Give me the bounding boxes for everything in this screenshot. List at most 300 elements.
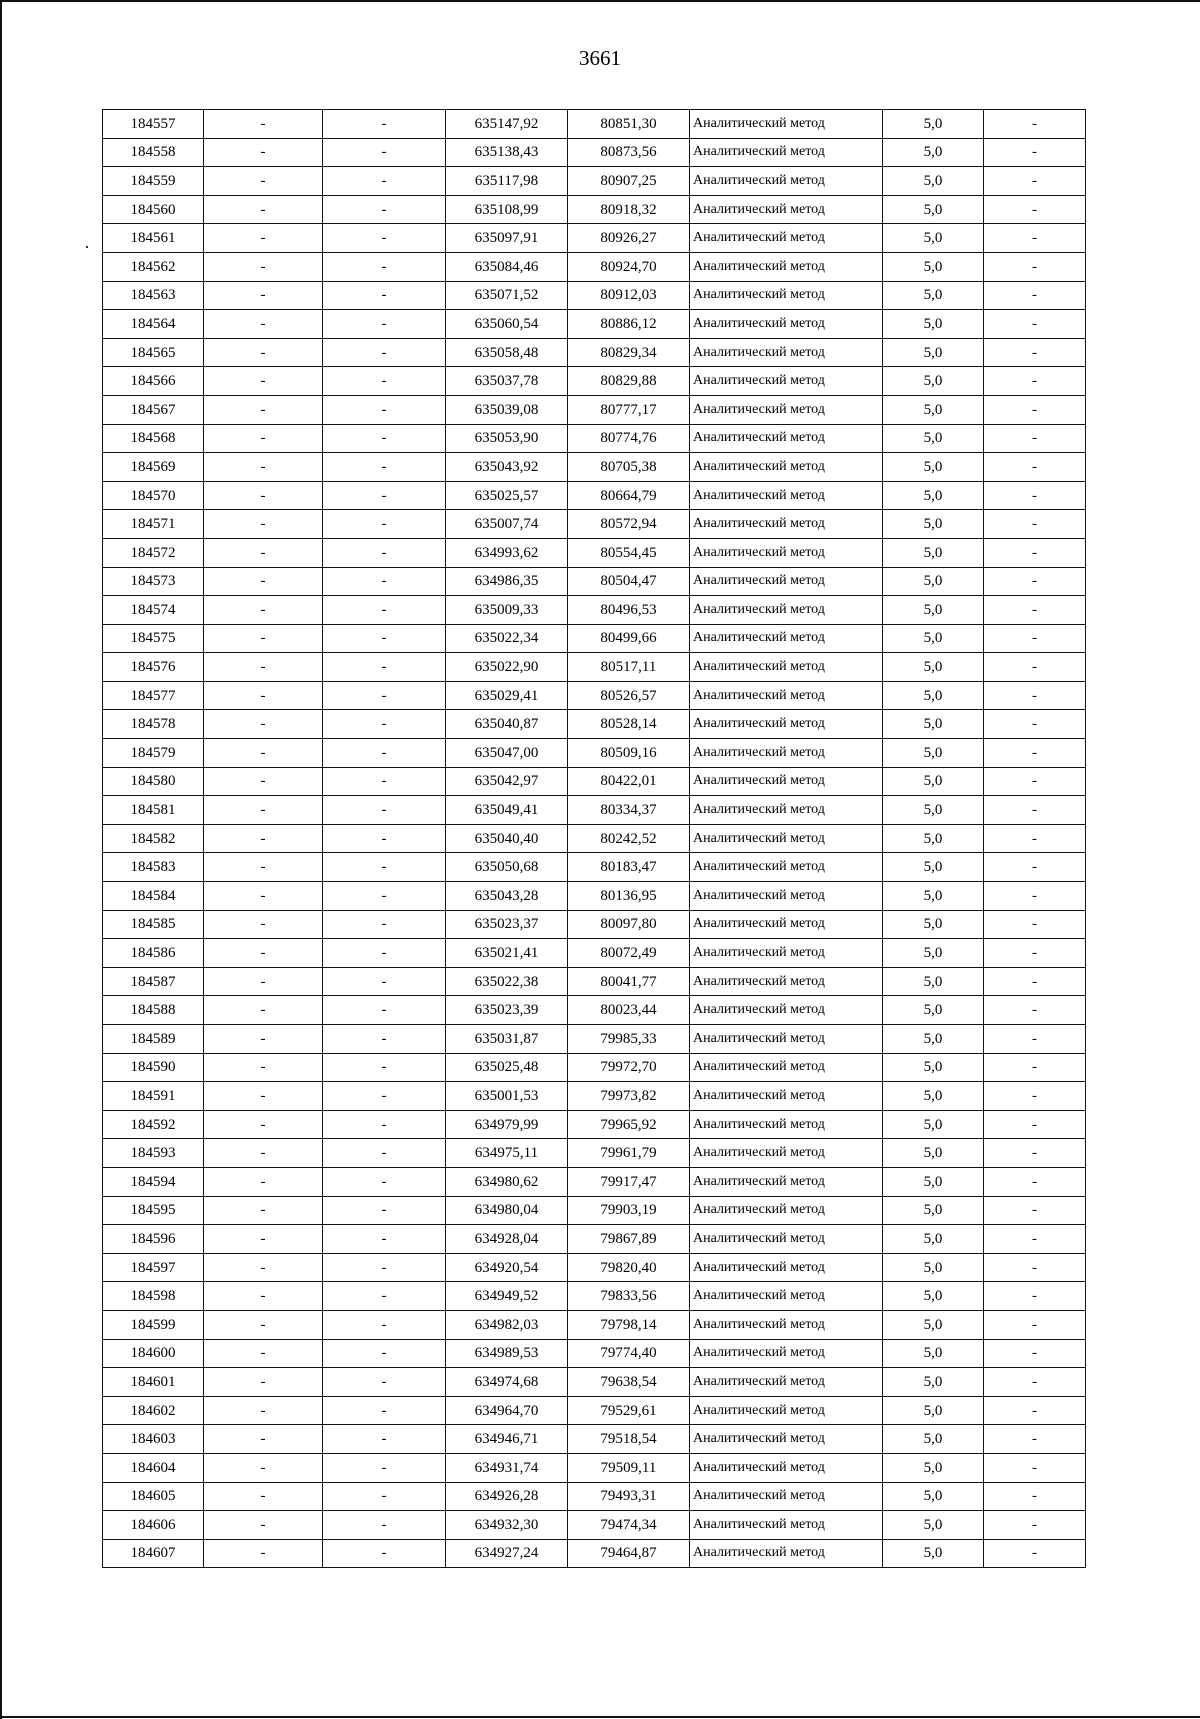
table-row: [103, 1053, 1086, 1082]
x-coordinate-cell: 635042,97: [446, 767, 568, 796]
empty-dash-cell: -: [323, 1310, 446, 1339]
x-coordinate-cell: 635025,48: [446, 1053, 568, 1082]
x-coordinate-cell: 635001,53: [446, 1082, 568, 1111]
empty-dash-cell: -: [984, 1425, 1086, 1454]
point-id-cell: 184607: [103, 1539, 204, 1568]
empty-dash-cell: -: [984, 824, 1086, 853]
method-cell: Аналитический метод: [690, 453, 883, 482]
point-id-cell: 184597: [103, 1253, 204, 1282]
method-cell: Аналитический метод: [690, 681, 883, 710]
empty-dash-cell: -: [984, 453, 1086, 482]
point-id-cell: 184603: [103, 1425, 204, 1454]
empty-dash-cell: -: [323, 1396, 446, 1425]
x-coordinate-cell: 635108,99: [446, 195, 568, 224]
y-coordinate-cell: 79820,40: [568, 1253, 690, 1282]
accuracy-cell: 5,0: [883, 1082, 984, 1111]
point-id-cell: 184563: [103, 281, 204, 310]
x-coordinate-cell: 634927,24: [446, 1539, 568, 1568]
point-id-cell: 184572: [103, 538, 204, 567]
empty-dash-cell: -: [204, 739, 323, 768]
method-cell: Аналитический метод: [690, 1482, 883, 1511]
empty-dash-cell: -: [984, 1167, 1086, 1196]
method-cell: Аналитический метод: [690, 1368, 883, 1397]
empty-dash-cell: -: [984, 481, 1086, 510]
y-coordinate-cell: 79518,54: [568, 1425, 690, 1454]
empty-dash-cell: -: [204, 1253, 323, 1282]
x-coordinate-cell: 635022,34: [446, 624, 568, 653]
point-id-cell: 184598: [103, 1282, 204, 1311]
y-coordinate-cell: 80829,88: [568, 367, 690, 396]
table-row: [103, 1396, 1086, 1425]
empty-dash-cell: -: [984, 567, 1086, 596]
table-row: [103, 224, 1086, 253]
scan-speck: [86, 246, 88, 248]
empty-dash-cell: -: [984, 996, 1086, 1025]
x-coordinate-cell: 635049,41: [446, 796, 568, 825]
y-coordinate-cell: 79798,14: [568, 1310, 690, 1339]
x-coordinate-cell: 635022,38: [446, 967, 568, 996]
empty-dash-cell: -: [204, 767, 323, 796]
empty-dash-cell: -: [323, 1225, 446, 1254]
empty-dash-cell: -: [204, 110, 323, 139]
accuracy-cell: 5,0: [883, 1453, 984, 1482]
method-cell: Аналитический метод: [690, 910, 883, 939]
accuracy-cell: 5,0: [883, 481, 984, 510]
empty-dash-cell: -: [204, 1339, 323, 1368]
point-id-cell: 184568: [103, 424, 204, 453]
table-row: [103, 1539, 1086, 1568]
empty-dash-cell: -: [204, 967, 323, 996]
accuracy-cell: 5,0: [883, 1225, 984, 1254]
y-coordinate-cell: 79493,31: [568, 1482, 690, 1511]
x-coordinate-cell: 635039,08: [446, 395, 568, 424]
accuracy-cell: 5,0: [883, 1396, 984, 1425]
scan-border-top: [0, 0, 1200, 2]
y-coordinate-cell: 79961,79: [568, 1139, 690, 1168]
y-coordinate-cell: 80705,38: [568, 453, 690, 482]
accuracy-cell: 5,0: [883, 1025, 984, 1054]
y-coordinate-cell: 80504,47: [568, 567, 690, 596]
accuracy-cell: 5,0: [883, 1511, 984, 1540]
method-cell: Аналитический метод: [690, 481, 883, 510]
method-cell: Аналитический метод: [690, 1082, 883, 1111]
method-cell: Аналитический метод: [690, 1225, 883, 1254]
point-id-cell: 184604: [103, 1453, 204, 1482]
empty-dash-cell: -: [984, 510, 1086, 539]
empty-dash-cell: -: [204, 910, 323, 939]
x-coordinate-cell: 635050,68: [446, 853, 568, 882]
empty-dash-cell: -: [984, 681, 1086, 710]
table-row: [103, 138, 1086, 167]
x-coordinate-cell: 634928,04: [446, 1225, 568, 1254]
accuracy-cell: 5,0: [883, 424, 984, 453]
accuracy-cell: 5,0: [883, 853, 984, 882]
empty-dash-cell: -: [323, 1339, 446, 1368]
point-id-cell: 184586: [103, 939, 204, 968]
empty-dash-cell: -: [323, 796, 446, 825]
x-coordinate-cell: 635037,78: [446, 367, 568, 396]
point-id-cell: 184590: [103, 1053, 204, 1082]
method-cell: Аналитический метод: [690, 310, 883, 339]
y-coordinate-cell: 80926,27: [568, 224, 690, 253]
empty-dash-cell: -: [204, 596, 323, 625]
method-cell: Аналитический метод: [690, 1253, 883, 1282]
table-row: [103, 824, 1086, 853]
y-coordinate-cell: 79833,56: [568, 1282, 690, 1311]
y-coordinate-cell: 80041,77: [568, 967, 690, 996]
empty-dash-cell: -: [984, 538, 1086, 567]
empty-dash-cell: -: [204, 1025, 323, 1054]
y-coordinate-cell: 80554,45: [568, 538, 690, 567]
table-row: [103, 596, 1086, 625]
point-id-cell: 184596: [103, 1225, 204, 1254]
table-row: [103, 710, 1086, 739]
accuracy-cell: 5,0: [883, 1167, 984, 1196]
empty-dash-cell: -: [204, 310, 323, 339]
table-row: [103, 252, 1086, 281]
accuracy-cell: 5,0: [883, 252, 984, 281]
method-cell: Аналитический метод: [690, 653, 883, 682]
accuracy-cell: 5,0: [883, 710, 984, 739]
table-row: [103, 1511, 1086, 1540]
empty-dash-cell: -: [984, 853, 1086, 882]
method-cell: Аналитический метод: [690, 1139, 883, 1168]
point-id-cell: 184571: [103, 510, 204, 539]
method-cell: Аналитический метод: [690, 1053, 883, 1082]
table-row: [103, 996, 1086, 1025]
empty-dash-cell: -: [204, 1453, 323, 1482]
empty-dash-cell: -: [323, 310, 446, 339]
x-coordinate-cell: 634931,74: [446, 1453, 568, 1482]
empty-dash-cell: -: [204, 281, 323, 310]
point-id-cell: 184570: [103, 481, 204, 510]
empty-dash-cell: -: [204, 939, 323, 968]
empty-dash-cell: -: [323, 453, 446, 482]
method-cell: Аналитический метод: [690, 853, 883, 882]
table-row: [103, 653, 1086, 682]
point-id-cell: 184595: [103, 1196, 204, 1225]
x-coordinate-cell: 635043,92: [446, 453, 568, 482]
empty-dash-cell: -: [204, 510, 323, 539]
accuracy-cell: 5,0: [883, 510, 984, 539]
accuracy-cell: 5,0: [883, 1282, 984, 1311]
table-row: [103, 281, 1086, 310]
empty-dash-cell: -: [984, 138, 1086, 167]
accuracy-cell: 5,0: [883, 453, 984, 482]
empty-dash-cell: -: [204, 681, 323, 710]
accuracy-cell: 5,0: [883, 1310, 984, 1339]
empty-dash-cell: -: [323, 1368, 446, 1397]
y-coordinate-cell: 79972,70: [568, 1053, 690, 1082]
table-row: [103, 167, 1086, 196]
table-row: [103, 367, 1086, 396]
point-id-cell: 184558: [103, 138, 204, 167]
x-coordinate-cell: 635040,40: [446, 824, 568, 853]
point-id-cell: 184600: [103, 1339, 204, 1368]
accuracy-cell: 5,0: [883, 138, 984, 167]
x-coordinate-cell: 635060,54: [446, 310, 568, 339]
table-row: [103, 882, 1086, 911]
x-coordinate-cell: 634979,99: [446, 1110, 568, 1139]
accuracy-cell: 5,0: [883, 1368, 984, 1397]
y-coordinate-cell: 79638,54: [568, 1368, 690, 1397]
empty-dash-cell: -: [204, 1310, 323, 1339]
point-id-cell: 184560: [103, 195, 204, 224]
table-row: [103, 1225, 1086, 1254]
x-coordinate-cell: 635029,41: [446, 681, 568, 710]
scan-border-left: [0, 0, 2, 1719]
method-cell: Аналитический метод: [690, 1025, 883, 1054]
method-cell: Аналитический метод: [690, 1425, 883, 1454]
empty-dash-cell: -: [984, 224, 1086, 253]
empty-dash-cell: -: [323, 1282, 446, 1311]
method-cell: Аналитический метод: [690, 538, 883, 567]
accuracy-cell: 5,0: [883, 796, 984, 825]
x-coordinate-cell: 634982,03: [446, 1310, 568, 1339]
empty-dash-cell: -: [323, 824, 446, 853]
x-coordinate-cell: 635007,74: [446, 510, 568, 539]
empty-dash-cell: -: [323, 939, 446, 968]
empty-dash-cell: -: [204, 338, 323, 367]
point-id-cell: 184567: [103, 395, 204, 424]
empty-dash-cell: -: [204, 1425, 323, 1454]
x-coordinate-cell: 634975,11: [446, 1139, 568, 1168]
table-row: [103, 1482, 1086, 1511]
point-id-cell: 184582: [103, 824, 204, 853]
table-row: [103, 538, 1086, 567]
table-row: [103, 1025, 1086, 1054]
empty-dash-cell: -: [204, 195, 323, 224]
point-id-cell: 184592: [103, 1110, 204, 1139]
accuracy-cell: 5,0: [883, 1196, 984, 1225]
y-coordinate-cell: 80242,52: [568, 824, 690, 853]
empty-dash-cell: -: [984, 967, 1086, 996]
x-coordinate-cell: 635023,39: [446, 996, 568, 1025]
method-cell: Аналитический метод: [690, 824, 883, 853]
x-coordinate-cell: 635117,98: [446, 167, 568, 196]
empty-dash-cell: -: [984, 310, 1086, 339]
method-cell: Аналитический метод: [690, 1167, 883, 1196]
empty-dash-cell: -: [204, 138, 323, 167]
accuracy-cell: 5,0: [883, 681, 984, 710]
accuracy-cell: 5,0: [883, 824, 984, 853]
y-coordinate-cell: 80572,94: [568, 510, 690, 539]
method-cell: Аналитический метод: [690, 739, 883, 768]
empty-dash-cell: -: [323, 395, 446, 424]
table-row: [103, 338, 1086, 367]
point-id-cell: 184573: [103, 567, 204, 596]
point-id-cell: 184576: [103, 653, 204, 682]
y-coordinate-cell: 80873,56: [568, 138, 690, 167]
accuracy-cell: 5,0: [883, 1139, 984, 1168]
empty-dash-cell: -: [984, 653, 1086, 682]
x-coordinate-cell: 635023,37: [446, 910, 568, 939]
empty-dash-cell: -: [984, 1368, 1086, 1397]
method-cell: Аналитический метод: [690, 167, 883, 196]
empty-dash-cell: -: [984, 395, 1086, 424]
empty-dash-cell: -: [323, 1482, 446, 1511]
empty-dash-cell: -: [323, 1196, 446, 1225]
y-coordinate-cell: 80422,01: [568, 767, 690, 796]
empty-dash-cell: -: [204, 1368, 323, 1397]
empty-dash-cell: -: [204, 1082, 323, 1111]
empty-dash-cell: -: [204, 853, 323, 882]
scan-border-bottom: [0, 1716, 1200, 1718]
empty-dash-cell: -: [204, 224, 323, 253]
table-row: [103, 767, 1086, 796]
empty-dash-cell: -: [323, 1453, 446, 1482]
point-id-cell: 184605: [103, 1482, 204, 1511]
method-cell: Аналитический метод: [690, 882, 883, 911]
y-coordinate-cell: 79509,11: [568, 1453, 690, 1482]
table-row: [103, 1167, 1086, 1196]
method-cell: Аналитический метод: [690, 224, 883, 253]
empty-dash-cell: -: [204, 996, 323, 1025]
empty-dash-cell: -: [323, 739, 446, 768]
y-coordinate-cell: 79917,47: [568, 1167, 690, 1196]
empty-dash-cell: -: [984, 1225, 1086, 1254]
x-coordinate-cell: 635040,87: [446, 710, 568, 739]
point-id-cell: 184593: [103, 1139, 204, 1168]
x-coordinate-cell: 634980,04: [446, 1196, 568, 1225]
table-row: [103, 796, 1086, 825]
method-cell: Аналитический метод: [690, 252, 883, 281]
table-row: [103, 567, 1086, 596]
empty-dash-cell: -: [984, 882, 1086, 911]
accuracy-cell: 5,0: [883, 195, 984, 224]
method-cell: Аналитический метод: [690, 967, 883, 996]
y-coordinate-cell: 80499,66: [568, 624, 690, 653]
empty-dash-cell: -: [323, 252, 446, 281]
method-cell: Аналитический метод: [690, 1453, 883, 1482]
method-cell: Аналитический метод: [690, 424, 883, 453]
empty-dash-cell: -: [984, 367, 1086, 396]
empty-dash-cell: -: [984, 596, 1086, 625]
empty-dash-cell: -: [984, 1082, 1086, 1111]
method-cell: Аналитический метод: [690, 939, 883, 968]
empty-dash-cell: -: [323, 338, 446, 367]
y-coordinate-cell: 80136,95: [568, 882, 690, 911]
empty-dash-cell: -: [204, 1396, 323, 1425]
empty-dash-cell: -: [204, 653, 323, 682]
accuracy-cell: 5,0: [883, 767, 984, 796]
x-coordinate-cell: 635071,52: [446, 281, 568, 310]
accuracy-cell: 5,0: [883, 395, 984, 424]
point-id-cell: 184599: [103, 1310, 204, 1339]
empty-dash-cell: -: [984, 624, 1086, 653]
empty-dash-cell: -: [323, 1082, 446, 1111]
y-coordinate-cell: 80918,32: [568, 195, 690, 224]
accuracy-cell: 5,0: [883, 996, 984, 1025]
table-row: [103, 1196, 1086, 1225]
accuracy-cell: 5,0: [883, 1339, 984, 1368]
point-id-cell: 184574: [103, 596, 204, 625]
table-row: [103, 624, 1086, 653]
table-row: [103, 195, 1086, 224]
method-cell: Аналитический метод: [690, 367, 883, 396]
y-coordinate-cell: 79903,19: [568, 1196, 690, 1225]
x-coordinate-cell: 635043,28: [446, 882, 568, 911]
x-coordinate-cell: 635031,87: [446, 1025, 568, 1054]
empty-dash-cell: -: [984, 1539, 1086, 1568]
empty-dash-cell: -: [984, 1453, 1086, 1482]
empty-dash-cell: -: [984, 939, 1086, 968]
point-id-cell: 184575: [103, 624, 204, 653]
empty-dash-cell: -: [204, 796, 323, 825]
point-id-cell: 184606: [103, 1511, 204, 1540]
empty-dash-cell: -: [323, 1139, 446, 1168]
accuracy-cell: 5,0: [883, 653, 984, 682]
y-coordinate-cell: 80496,53: [568, 596, 690, 625]
y-coordinate-cell: 79774,40: [568, 1339, 690, 1368]
table-row: [103, 310, 1086, 339]
accuracy-cell: 5,0: [883, 338, 984, 367]
table-row: [103, 1339, 1086, 1368]
empty-dash-cell: -: [323, 910, 446, 939]
point-id-cell: 184564: [103, 310, 204, 339]
x-coordinate-cell: 635084,46: [446, 252, 568, 281]
y-coordinate-cell: 80509,16: [568, 739, 690, 768]
x-coordinate-cell: 634980,62: [446, 1167, 568, 1196]
x-coordinate-cell: 634932,30: [446, 1511, 568, 1540]
table-row: [103, 910, 1086, 939]
point-id-cell: 184569: [103, 453, 204, 482]
method-cell: Аналитический метод: [690, 281, 883, 310]
y-coordinate-cell: 80334,37: [568, 796, 690, 825]
empty-dash-cell: -: [323, 224, 446, 253]
accuracy-cell: 5,0: [883, 1425, 984, 1454]
table-row: [103, 1110, 1086, 1139]
empty-dash-cell: -: [984, 1053, 1086, 1082]
y-coordinate-cell: 80664,79: [568, 481, 690, 510]
accuracy-cell: 5,0: [883, 1539, 984, 1568]
point-id-cell: 184588: [103, 996, 204, 1025]
x-coordinate-cell: 635009,33: [446, 596, 568, 625]
empty-dash-cell: -: [984, 796, 1086, 825]
method-cell: Аналитический метод: [690, 567, 883, 596]
empty-dash-cell: -: [204, 1110, 323, 1139]
table-row: [103, 1139, 1086, 1168]
empty-dash-cell: -: [984, 252, 1086, 281]
table-row: [103, 681, 1086, 710]
empty-dash-cell: -: [984, 1025, 1086, 1054]
empty-dash-cell: -: [204, 567, 323, 596]
empty-dash-cell: -: [323, 138, 446, 167]
y-coordinate-cell: 80517,11: [568, 653, 690, 682]
point-id-cell: 184591: [103, 1082, 204, 1111]
y-coordinate-cell: 80777,17: [568, 395, 690, 424]
point-id-cell: 184583: [103, 853, 204, 882]
page-number: 3661: [579, 46, 621, 70]
accuracy-cell: 5,0: [883, 224, 984, 253]
point-id-cell: 184594: [103, 1167, 204, 1196]
empty-dash-cell: -: [323, 767, 446, 796]
table-row: [103, 1453, 1086, 1482]
x-coordinate-cell: 635147,92: [446, 110, 568, 139]
empty-dash-cell: -: [204, 395, 323, 424]
empty-dash-cell: -: [984, 281, 1086, 310]
x-coordinate-cell: 635022,90: [446, 653, 568, 682]
empty-dash-cell: -: [323, 110, 446, 139]
accuracy-cell: 5,0: [883, 538, 984, 567]
x-coordinate-cell: 634989,53: [446, 1339, 568, 1368]
empty-dash-cell: -: [323, 281, 446, 310]
method-cell: Аналитический метод: [690, 710, 883, 739]
empty-dash-cell: -: [323, 653, 446, 682]
method-cell: Аналитический метод: [690, 1396, 883, 1425]
point-id-cell: 184562: [103, 252, 204, 281]
empty-dash-cell: -: [984, 1253, 1086, 1282]
